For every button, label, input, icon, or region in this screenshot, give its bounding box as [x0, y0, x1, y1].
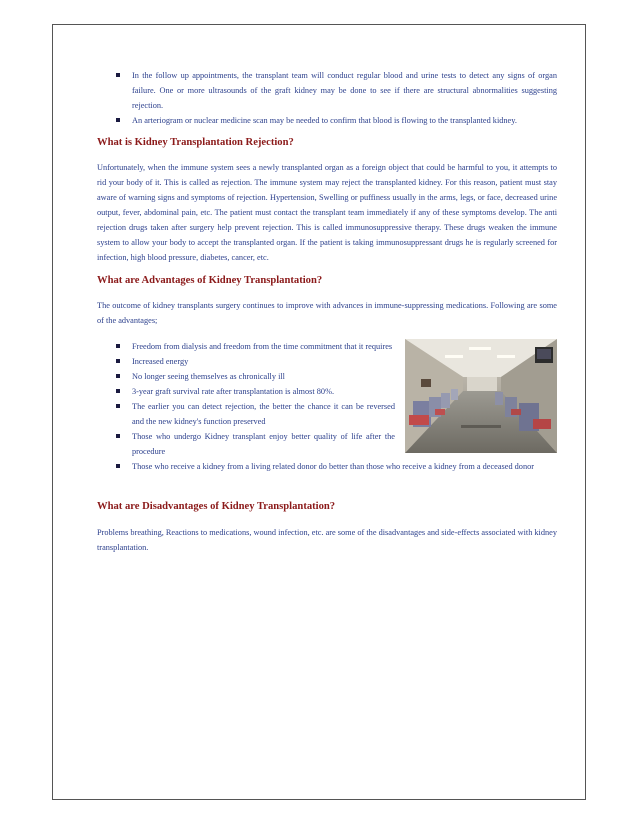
square-bullet-icon [116, 118, 120, 122]
rejection-paragraph: Unfortunately, when the immune system sees a newly transplanted organ as a foreign object that could be harmful to you, it attempts to rid your body of it. This is called as rejection. The immune system may reject the transplanted kidney. For this reason, patient must stay aware of warning signs and symptoms of rejection. Hypertension, Swelling or puffiness usually in the arms, legs, or face, decreased urine output, fever, abdominal pain, etc. The patient must contact the transplant team immediately if any of these symptoms develop. The anti rejection drugs taken after surgery help prevent rejection. This is called immunosuppressive therapy. These drugs weaken the immune system to allow your body to accept the transplanted organ. If the patient is taking immunosuppressant drugs he is regularly screened for infection, high blood pressure, diabetes, cancer, etc. [97, 163, 557, 262]
rejection-heading: What is Kidney Transplantation Rejection? [97, 137, 294, 148]
square-bullet-icon [116, 73, 120, 77]
list-item: The earlier you can detect rejection, the better the chance it can be reversed and the new kidney's function preserved [97, 399, 395, 429]
square-bullet-icon [116, 359, 120, 363]
square-bullet-icon [116, 389, 120, 393]
list-item: Increased energy [97, 354, 395, 369]
list-item: Those who receive a kidney from a living related donor do better than those who receive a kidney from a deceased donor [97, 459, 557, 474]
list-item: In the follow up appointments, the transplant team will conduct regular blood and urine tests to detect any signs of organ failure. One or more ultrasounds of the graft kidney may be done to see if there are structural abnormalities suggesting rejection. [97, 68, 557, 113]
square-bullet-icon [116, 344, 120, 348]
disadvantages-heading: What are Disadvantages of Kidney Transplantation? [97, 501, 336, 512]
advantages-intro: The outcome of kidney transplants surgery continues to improve with advances in immune-suppressing medications. Following are some of the advantages; [97, 301, 557, 325]
dialysis-room-photo [405, 339, 557, 453]
list-item: 3-year graft survival rate after transplantation is almost 80%. [97, 384, 395, 399]
followup-bullet-list [97, 68, 557, 128]
list-item: No longer seeing themselves as chronically ill [97, 369, 395, 384]
document-content [97, 68, 557, 555]
list-item: Freedom from dialysis and freedom from the time commitment that it requires [97, 339, 395, 354]
disadvantages-paragraph: Problems breathing, Reactions to medications, wound infection, etc. are some of the disadvantages and side-effects associated with kidney transplantation. [97, 528, 557, 552]
square-bullet-icon [116, 434, 120, 438]
square-bullet-icon [116, 404, 120, 408]
advantages-section [97, 339, 557, 474]
square-bullet-icon [116, 374, 120, 378]
advantages-heading: What are Advantages of Kidney Transplantation? [97, 275, 323, 286]
list-item: Those who undergo Kidney transplant enjoy better quality of life after the procedure [97, 429, 395, 459]
square-bullet-icon [116, 464, 120, 468]
list-item: An arteriogram or nuclear medicine scan may be needed to confirm that blood is flowing to the transplanted kidney. [97, 113, 557, 128]
